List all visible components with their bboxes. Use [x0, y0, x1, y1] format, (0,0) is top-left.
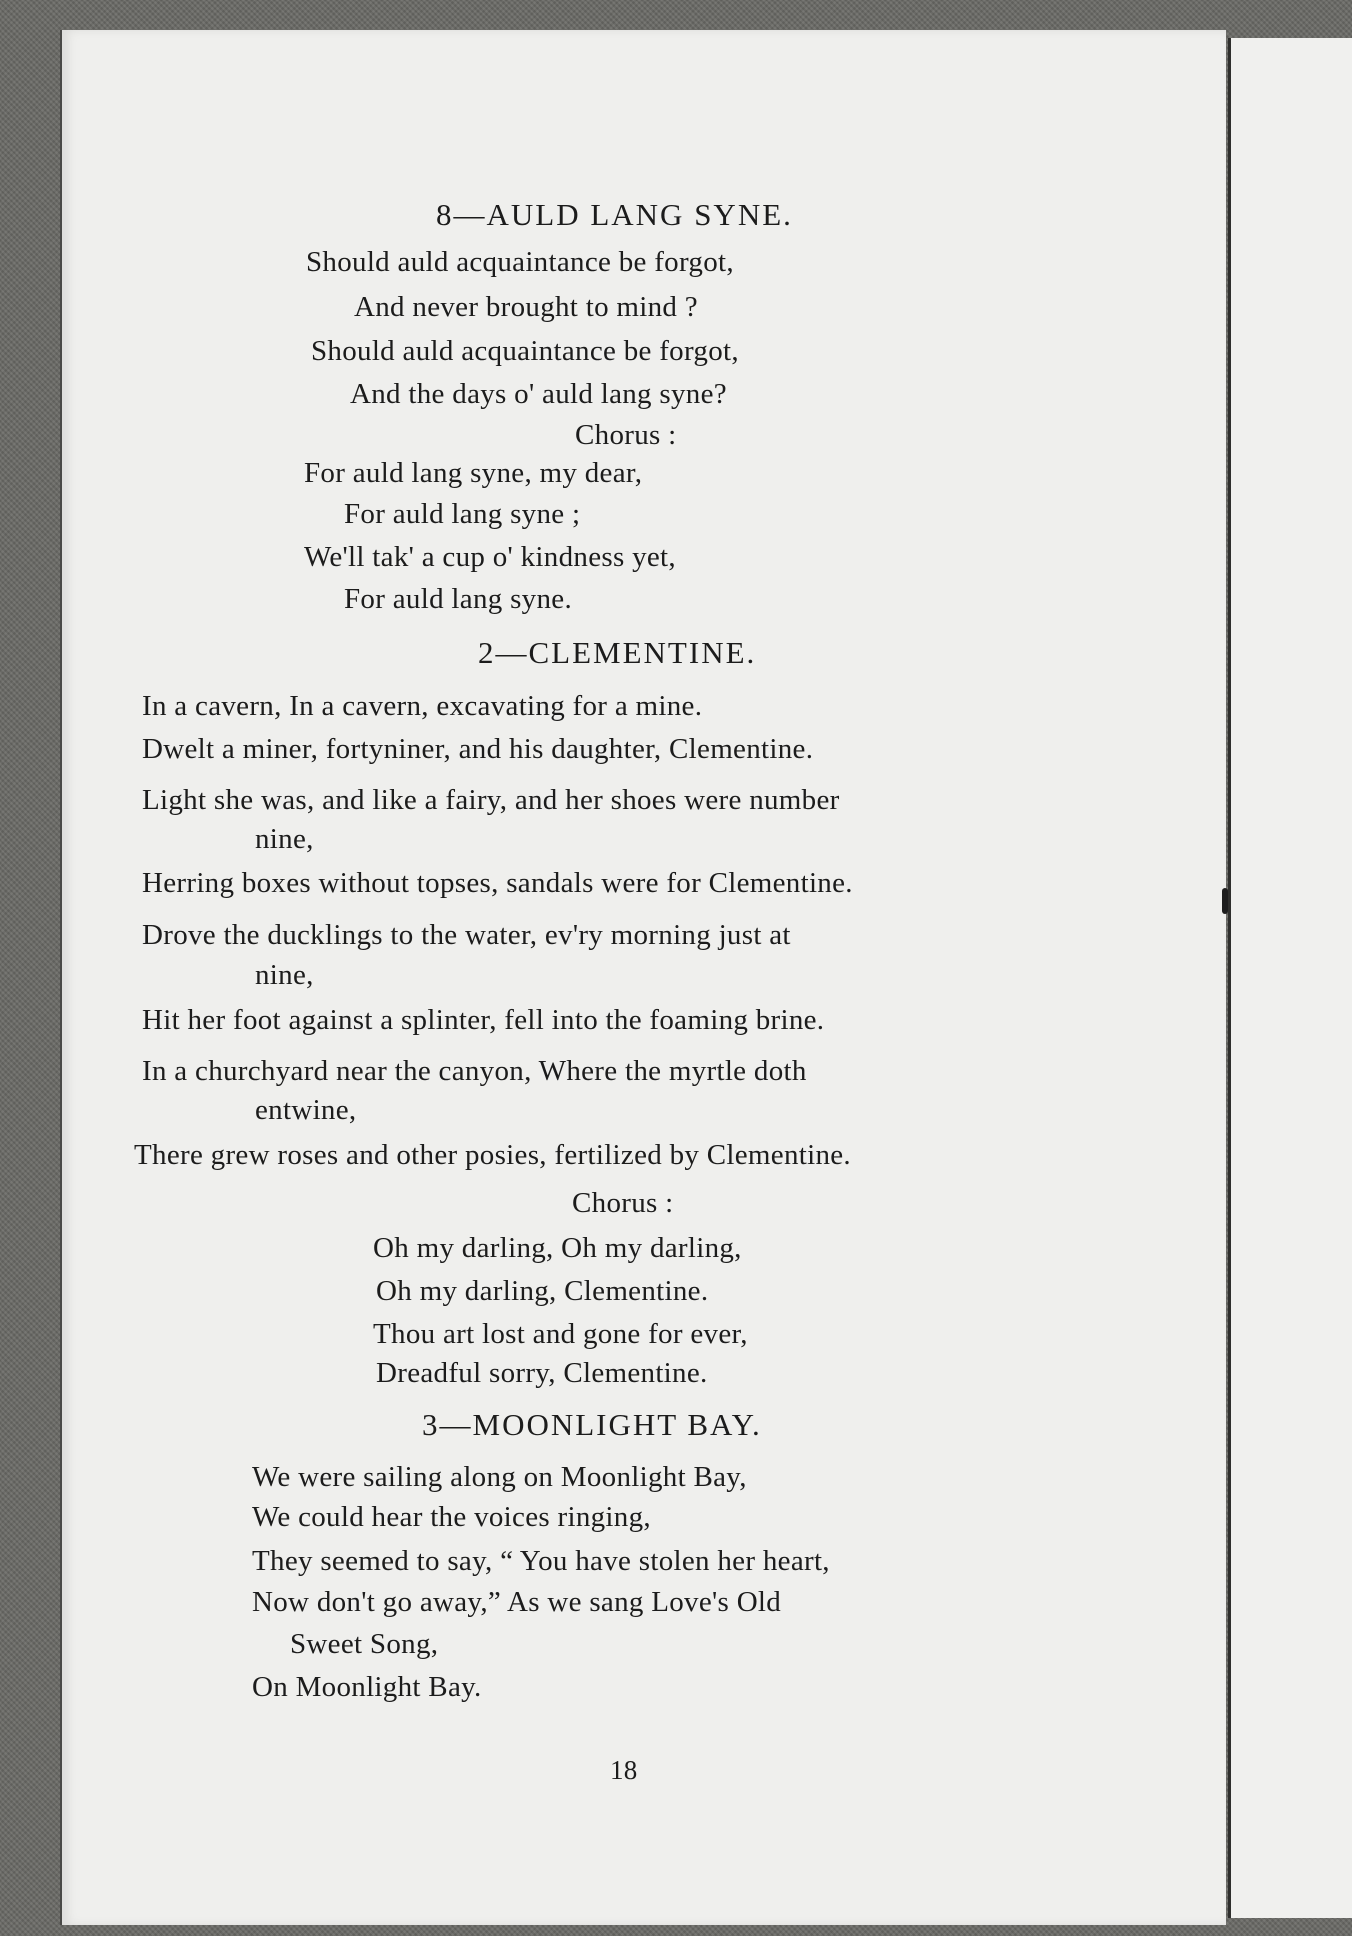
chorus-label: Chorus :	[575, 419, 677, 451]
verse-line: Herring boxes without topses, sandals were for Clementine.	[142, 867, 853, 899]
verse-line: There grew roses and other posies, fertilized by Clementine.	[134, 1139, 851, 1171]
chorus-line: For auld lang syne ;	[344, 498, 581, 530]
chorus-line: Oh my darling, Clementine.	[376, 1275, 709, 1307]
verse-line: In a cavern, In a cavern, excavating for a mine.	[142, 690, 703, 722]
chorus-line: Thou art lost and gone for ever,	[373, 1318, 748, 1350]
verse-line: Light she was, and like a fairy, and her shoes were number	[142, 784, 840, 816]
verse-line: And the days o' auld lang syne?	[350, 378, 727, 410]
chorus-line: For auld lang syne, my dear,	[304, 457, 643, 489]
chorus-line: We'll tak' a cup o' kindness yet,	[304, 541, 676, 573]
page-number: 18	[610, 1755, 638, 1785]
verse-line: And never brought to mind ?	[354, 291, 698, 323]
verse-line: entwine,	[255, 1094, 357, 1126]
chorus-line: Oh my darling, Oh my darling,	[373, 1232, 742, 1264]
verse-line: Hit her foot against a splinter, fell into the foaming brine.	[142, 1004, 825, 1036]
verse-line: We could hear the voices ringing,	[252, 1501, 651, 1533]
song-title: 8—AULD LANG SYNE.	[436, 197, 793, 232]
verse-line: They seemed to say, “ You have stolen her heart,	[252, 1545, 830, 1577]
chorus-label: Chorus :	[572, 1187, 674, 1219]
verse-line: Sweet Song,	[290, 1628, 439, 1660]
song-title: 2—CLEMENTINE.	[478, 635, 757, 670]
verse-line: In a churchyard near the canyon, Where the myrtle doth	[142, 1055, 807, 1087]
song-title: 3—MOONLIGHT BAY.	[422, 1407, 762, 1442]
verse-line: Now don't go away,” As we sang Love's Old	[252, 1586, 782, 1618]
chorus-line: Dreadful sorry, Clementine.	[376, 1357, 708, 1389]
verse-line: Dwelt a miner, fortyniner, and his daughter, Clementine.	[142, 733, 814, 765]
verse-line: We were sailing along on Moonlight Bay,	[252, 1461, 747, 1493]
verse-line: nine,	[255, 959, 314, 991]
verse-line: On Moonlight Bay.	[252, 1671, 482, 1703]
verse-line: Drove the ducklings to the water, ev'ry morning just at	[142, 919, 791, 951]
verse-line: nine,	[255, 823, 314, 855]
verse-line: Should auld acquaintance be forgot,	[306, 246, 734, 278]
chorus-line: For auld lang syne.	[344, 583, 573, 615]
verse-line: Should auld acquaintance be forgot,	[311, 335, 739, 367]
